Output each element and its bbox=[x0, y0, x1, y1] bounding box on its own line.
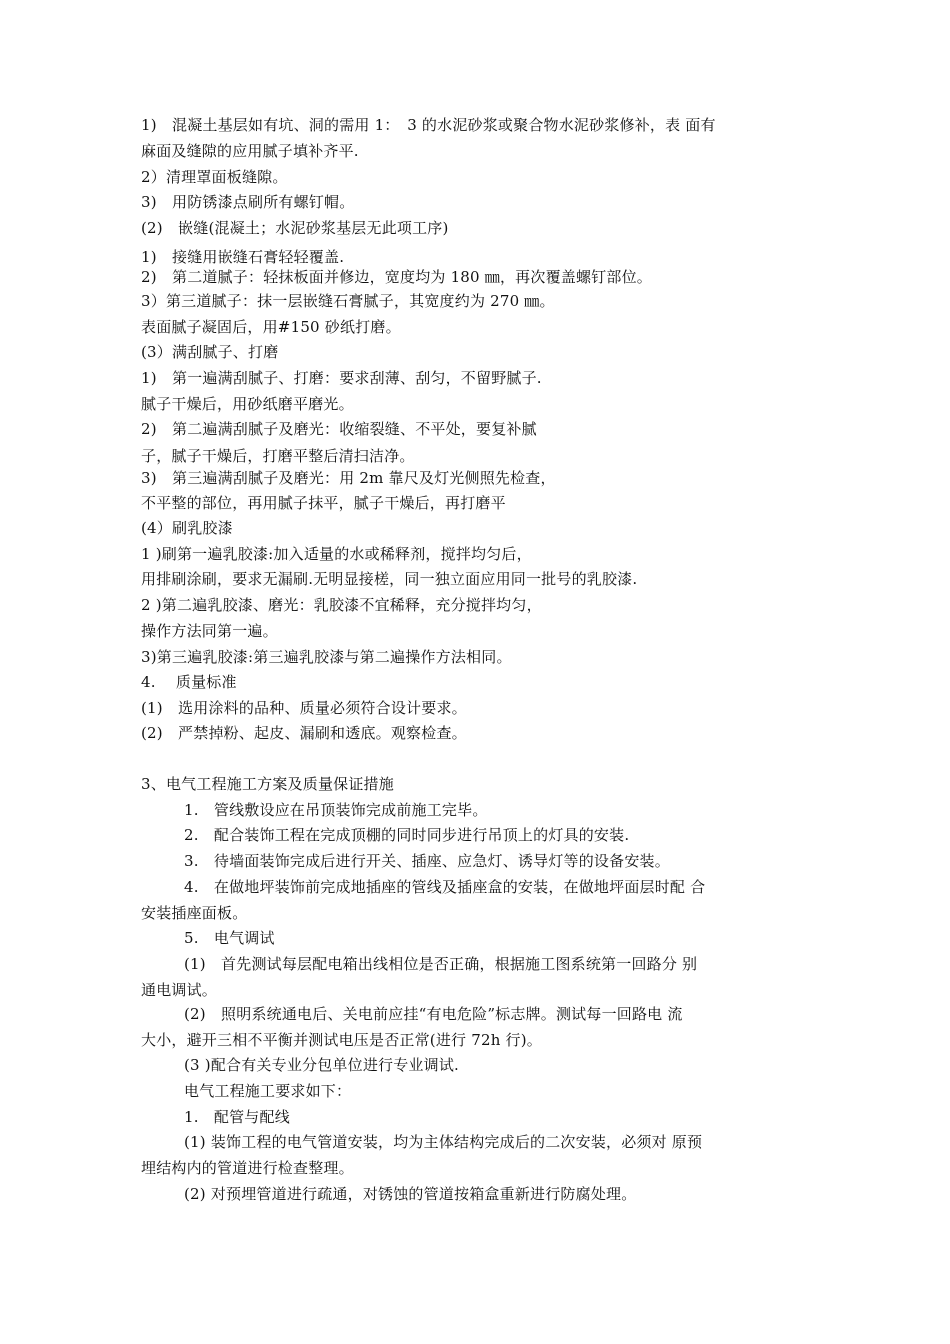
text-line: (1) 装饰工程的电气管道安装，均为主体结构完成后的二次安装，必须对 原预 bbox=[184, 1133, 703, 1151]
text-line: 埋结构内的管道进行检查整理。 bbox=[141, 1159, 354, 1177]
text-line: (1) 选用涂料的品种、质量必须符合设计要求。 bbox=[141, 699, 467, 717]
section-heading: 3、电气工程施工方案及质量保证措施 bbox=[141, 775, 394, 793]
text-line: 1) 混凝土基层如有坑、洞的需用 1： 3 的水泥砂浆或聚合物水泥砂浆修补，表 面有 bbox=[141, 116, 716, 134]
text-line: 表面腻子凝固后，用#150 砂纸打磨。 bbox=[141, 318, 401, 336]
text-line: (2) 照明系统通电后、关电前应挂“有电危险”标志牌。测试每一回路电 流 bbox=[184, 1005, 683, 1023]
text-line: 3) 第三遍满刮腻子及磨光：用 2m 靠尺及灯光侧照先检查， bbox=[141, 469, 556, 487]
text-line: 3) 用防锈漆点刷所有螺钉帽。 bbox=[141, 193, 355, 211]
text-line: 不平整的部位，再用腻子抹平，腻子干燥后，再打磨平 bbox=[141, 494, 506, 512]
text-line: 3. 待墙面装饰完成后进行开关、插座、应急灯、诱导灯等的设备安装。 bbox=[184, 852, 670, 870]
text-line: 2) 第二道腻子：轻抹板面并修边，宽度均为 180 ㎜，再次覆盖螺钉部位。 bbox=[141, 268, 652, 286]
text-line: 安装插座面板。 bbox=[141, 904, 248, 922]
text-line: 1) 接缝用嵌缝石膏轻轻覆盖. bbox=[141, 248, 345, 266]
text-line: 1) 第一遍满刮腻子、打磨：要求刮薄、刮匀，不留野腻子. bbox=[141, 369, 542, 387]
text-line: 2）清理罩面板缝隙。 bbox=[141, 168, 288, 186]
text-line: 4. 在做地坪装饰前完成地插座的管线及插座盒的安装，在做地坪面层时配 合 bbox=[184, 878, 706, 896]
text-line: 1. 管线敷设应在吊顶装饰完成前施工完毕。 bbox=[184, 801, 488, 819]
text-line: 2 )第二遍乳胶漆、磨光：乳胶漆不宜稀释，充分搅拌均匀， bbox=[141, 596, 542, 614]
text-line: 子，腻子干燥后，打磨平整后清扫洁净。 bbox=[141, 447, 415, 465]
text-line: 腻子干燥后，用砂纸磨平磨光。 bbox=[141, 395, 354, 413]
text-line: 麻面及缝隙的应用腻子填补齐平. bbox=[141, 142, 359, 160]
text-line: (2) 严禁掉粉、起皮、漏刷和透底。观察检查。 bbox=[141, 724, 467, 742]
text-line: 5. 电气调试 bbox=[184, 929, 275, 947]
text-line: 通电调试。 bbox=[141, 981, 218, 999]
text-line: 1 )刷第一遍乳胶漆:加入适量的水或稀释剂，搅拌均匀后， bbox=[141, 545, 532, 563]
text-line: 3)第三遍乳胶漆:第三遍乳胶漆与第二遍操作方法相同。 bbox=[141, 648, 512, 666]
text-line: 操作方法同第一遍。 bbox=[141, 622, 278, 640]
text-line: 电气工程施工要求如下： bbox=[184, 1082, 352, 1100]
text-line: 2) 第二遍满刮腻子及磨光：收缩裂缝、不平处，要复补腻 bbox=[141, 420, 537, 438]
text-line: 3）第三道腻子：抹一层嵌缝石膏腻子，其宽度约为 270 ㎜。 bbox=[141, 292, 555, 310]
text-line: 1. 配管与配线 bbox=[184, 1108, 290, 1126]
text-line: (4）刷乳胶漆 bbox=[141, 519, 233, 537]
text-line: (3 )配合有关专业分包单位进行专业调试. bbox=[184, 1056, 459, 1074]
text-line: 2. 配合装饰工程在完成顶棚的同时同步进行吊顶上的灯具的安装. bbox=[184, 826, 630, 844]
section-heading: 4. 质量标准 bbox=[141, 673, 237, 691]
text-line: (1) 首先测试每层配电箱出线相位是否正确，根据施工图系统第一回路分 别 bbox=[184, 955, 698, 973]
text-line: (3）满刮腻子、打磨 bbox=[141, 343, 279, 361]
text-line: 用排刷涂刷，要求无漏刷.无明显接槎，同一独立面应用同一批号的乳胶漆. bbox=[141, 570, 638, 588]
text-line: 大小，避开三相不平衡并测试电压是否正常(进行 72h 行)。 bbox=[141, 1031, 542, 1049]
text-line: (2) 嵌缝(混凝土；水泥砂浆基层无此项工序) bbox=[141, 219, 449, 237]
text-line: (2) 对预埋管道进行疏通，对锈蚀的管道按箱盒重新进行防腐处理。 bbox=[184, 1185, 637, 1203]
